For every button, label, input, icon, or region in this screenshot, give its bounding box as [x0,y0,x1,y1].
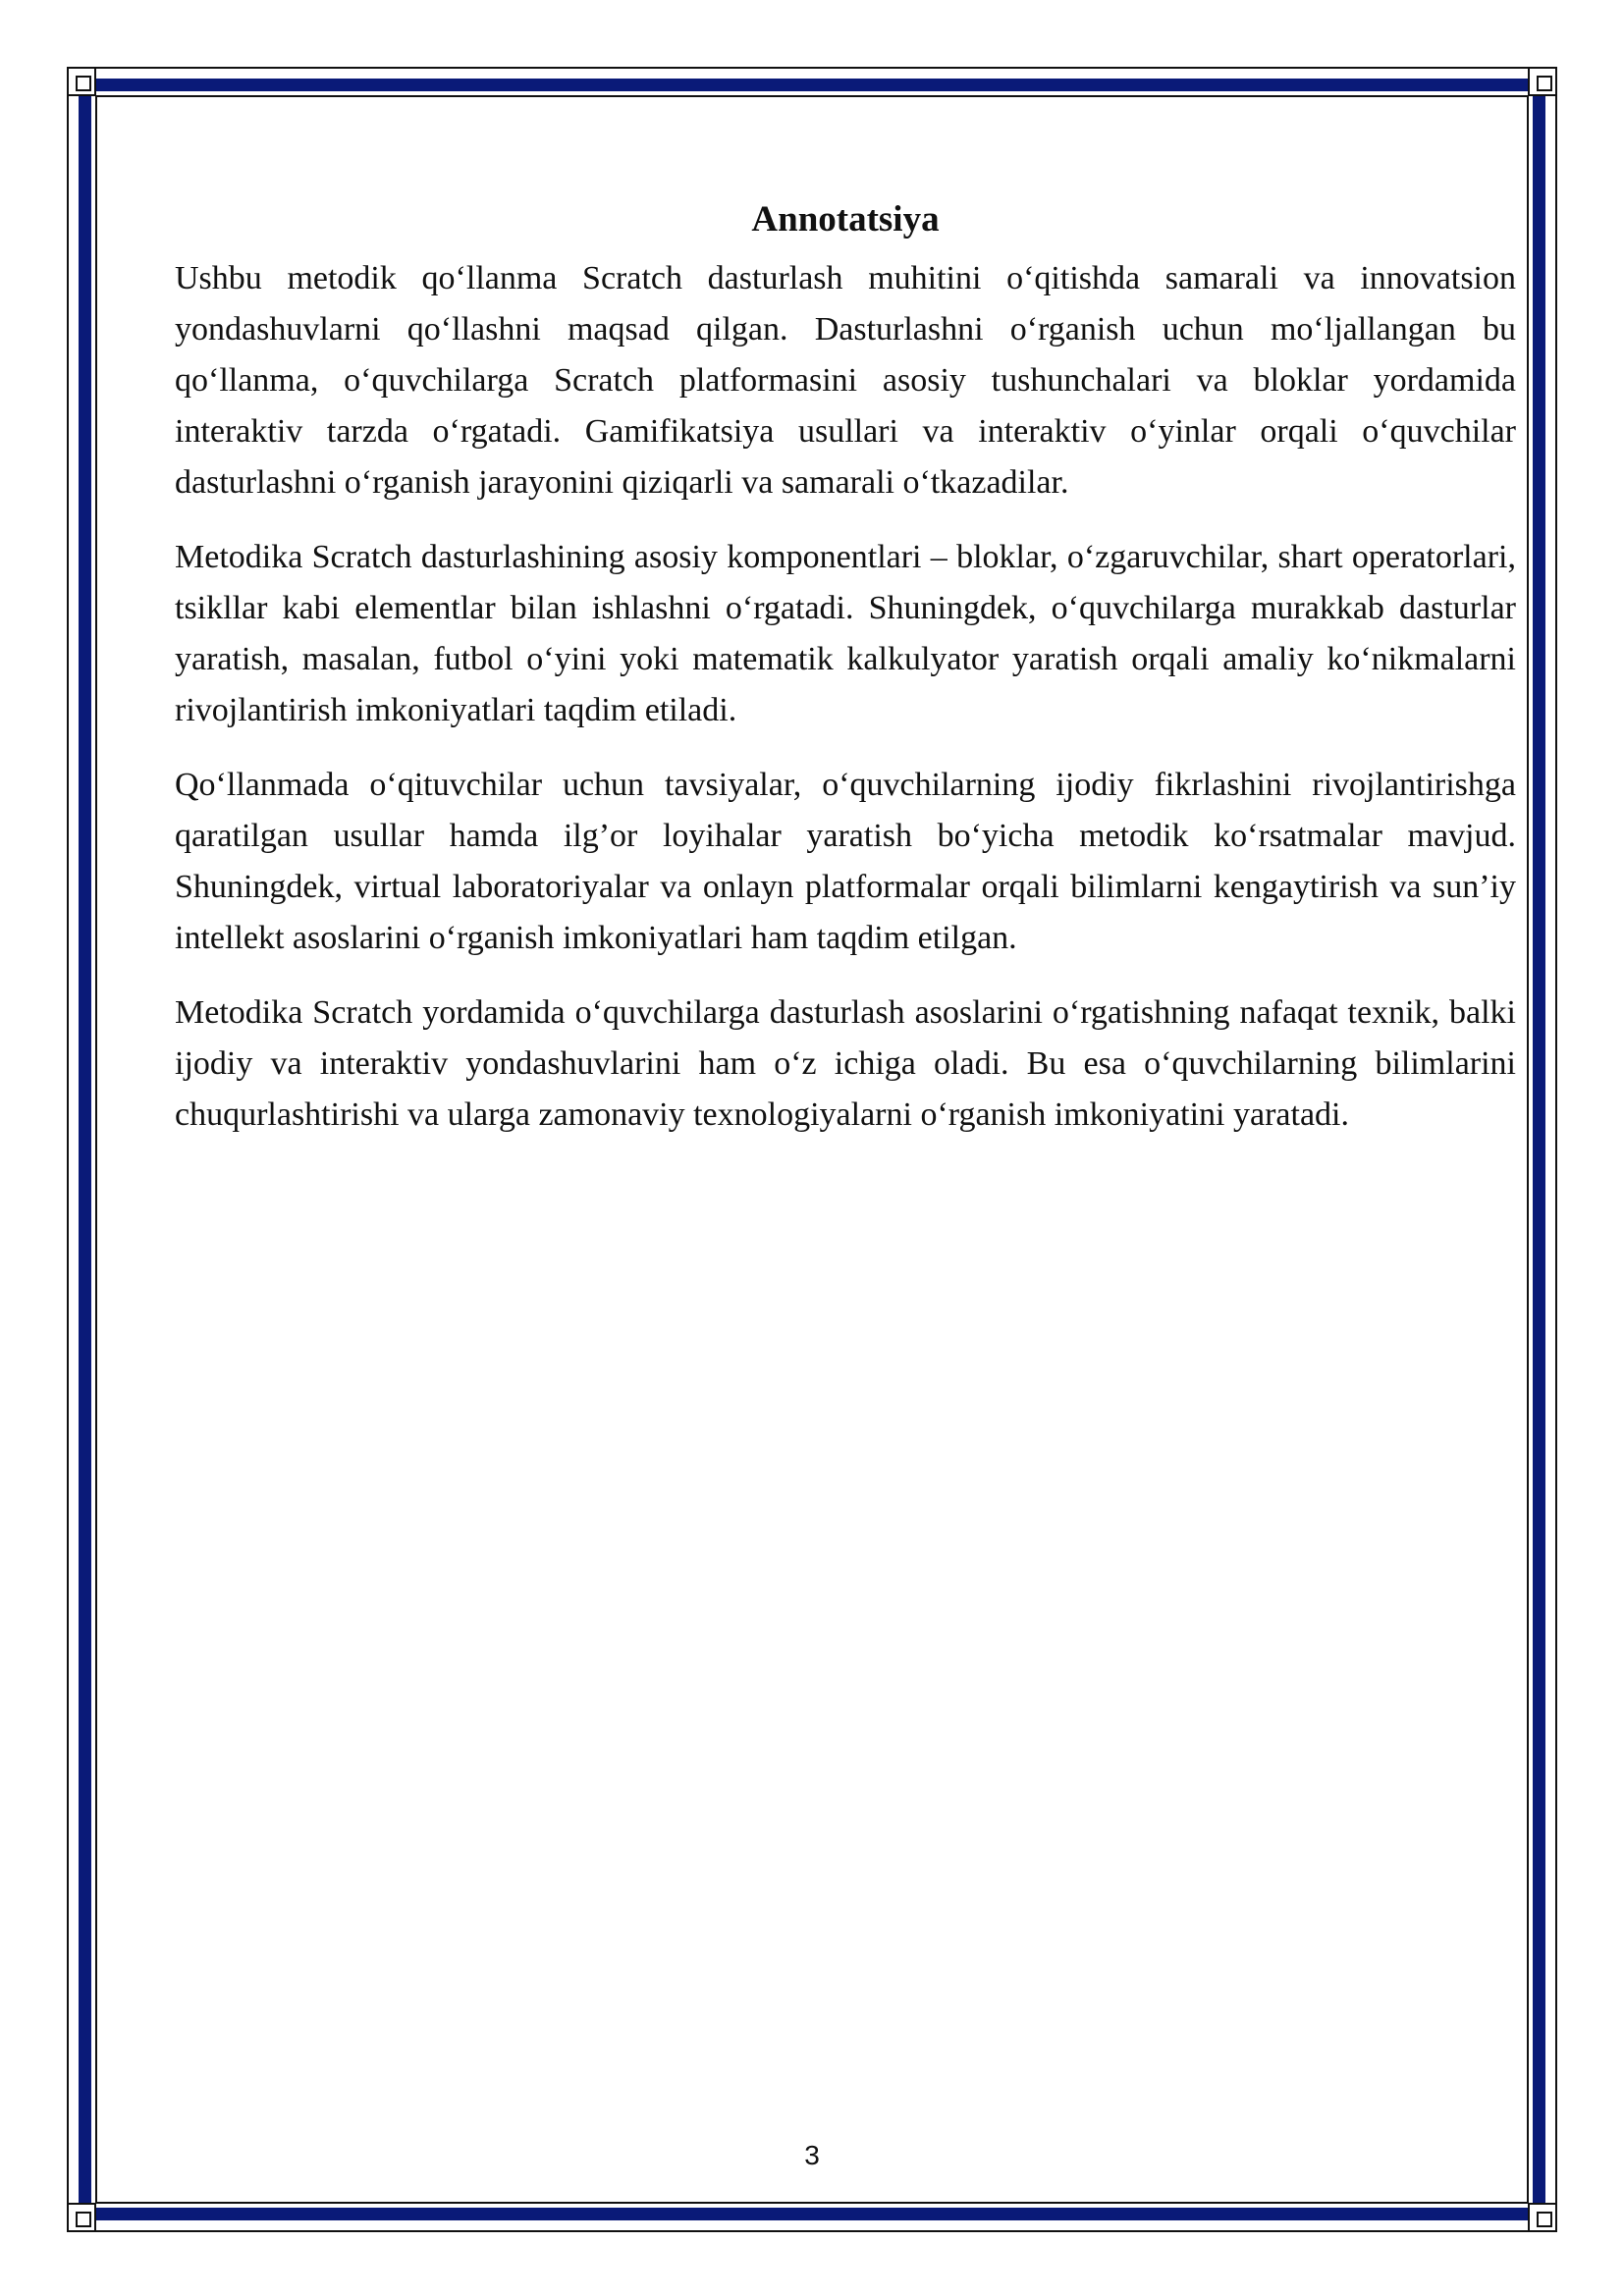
paragraph-2: Metodika Scratch dasturlashining asosiy komponentlari – bloklar, o‘zgaruvchilar, shart operatorlari, tsikllar kabi elementlar bilan ishlashni o‘rgatadi. Shuningdek, o‘quvchilarga murakkab dasturlar yaratish, masalan, futbol o‘yini yoki matematik kalkulyator yaratish orqali amaliy ko‘nikmalarni rivojlantirish imkoniyatlari taqdim etiladi. [175,539,1516,728]
paragraph-4: Metodika Scratch yordamida o‘quvchilarga dasturlash asoslarini o‘rgatishning nafaqat texnik, balki ijodiy va interaktiv yondashuvlarini ham o‘z ichiga oladi. Bu esa o‘quvchilarning bilimlarini chuqurlashtirishi va ularga zamonaviy texnologiyalarni o‘rganish imkoniyatini yaratadi. [175,994,1516,1133]
corner-ornament-bottom-right [1528,2203,1557,2232]
page-title: Annotatsiya [751,199,940,240]
paragraph-1: Ushbu metodik qo‘llanma Scratch dasturlash muhitini o‘qitishda samarali va innovatsion yondashuvlarni qo‘llashni maqsad qilgan. Dasturlashni o‘rganish uchun mo‘ljallangan bu qo‘llanma, o‘quvchilarga Scratch platformasini asosiy tushunchalari va bloklar yordamida interaktiv tarzda o‘rgatadi. Gamifikatsiya usullari va interaktiv o‘yinlar orqali o‘quvchilar dasturlashni o‘rganish jarayonini qiziqarli va samarali o‘tkazadilar. [175,260,1516,501]
corner-ornament-top-left [67,67,96,96]
corner-ornament-bottom-left [67,2203,96,2232]
page-content [175,194,1516,1164]
corner-ornament-top-right [1528,67,1557,96]
paragraph-3: Qo‘llanmada o‘qituvchilar uchun tavsiyalar, o‘quvchilarning ijodiy fikrlashini rivojlantirishga qaratilgan usullar hamda ilg’or loyihalar yaratish bo‘yicha metodik ko‘rsatmalar mavjud. Shuningdek, virtual laboratoriyalar va onlayn platformalar orqali bilimlarni kengaytirish va sun’iy intellekt asoslarini o‘rganish imkoniyatlari ham taqdim etilgan. [175,767,1516,956]
page-number: 3 [804,2140,820,2170]
